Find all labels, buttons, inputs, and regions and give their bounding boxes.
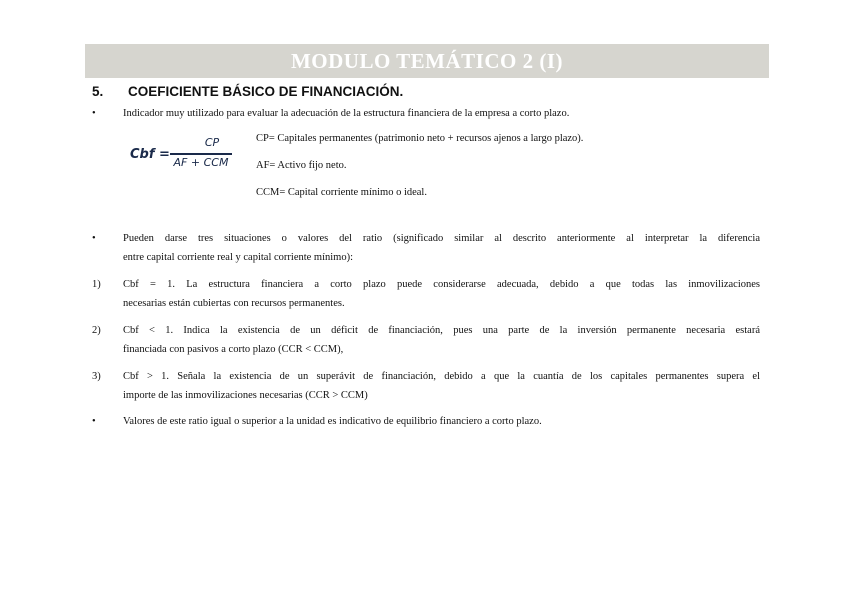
list-item-line-2: financiada con pasivos a corto plazo (CCR < CCM), (123, 344, 344, 355)
situations-line-2: entre capital corriente real y capital corriente mínimo): (123, 252, 354, 263)
list-item-line-1: Cbf < 1. Indica la existencia de un déficit de financiación, pues una parte de la inversión permanente necesaria estará (123, 325, 760, 336)
definition-cp: CP= Capitales permanentes (patrimonio neto + recursos ajenos a largo plazo). (256, 133, 584, 144)
list-item-line-2: necesarias están cubiertas con recursos permanentes. (123, 298, 345, 309)
section-title: COEFICIENTE BÁSICO DE FINANCIACIÓN. (128, 84, 404, 99)
intro-text: Indicador muy utilizado para evaluar la adecuación de la estructura financiera de la empresa a corto plazo. (123, 108, 570, 119)
page-title: MODULO TEMÁTICO 2 (I) (290, 48, 564, 73)
list-item-line-1: Cbf > 1. Señala la existencia de un superávit de financiación, debido a que la cuantía de los capitales permanentes supera el (123, 371, 760, 382)
list-marker: 2) (92, 325, 101, 336)
header-bar (85, 44, 769, 78)
definition-ccm: CCM= Capital corriente mínimo o ideal. (256, 187, 427, 198)
bullet-marker: • (92, 233, 96, 244)
conclusion-text: Valores de este ratio igual o superior a la unidad es indicativo de equilibrio financiero a corto plazo. (123, 416, 542, 427)
formula-lhs: Cbf = (130, 147, 170, 162)
formula-numerator: CP (204, 136, 220, 149)
situations-line-1: Pueden darse tres situaciones o valores del ratio (significado similar al descrito anteriormente al interpretar la diferencia (123, 233, 760, 244)
cbf-formula (130, 136, 250, 178)
list-marker: 1) (92, 279, 101, 290)
bullet-marker: • (92, 416, 96, 427)
section-number: 5. (92, 84, 104, 99)
section-heading (92, 84, 403, 99)
list-item-line-1: Cbf = 1. La estructura financiera a corto plazo puede considerarse adecuada, debido a que todas las inmovilizaciones (123, 279, 760, 290)
bullet-marker: • (92, 108, 96, 119)
list-marker: 3) (92, 371, 101, 382)
list-item-line-2: importe de las inmovilizaciones necesarias (CCR > CCM) (123, 390, 368, 401)
formula-denominator: AF + CCM (173, 156, 229, 169)
fraction-bar (170, 153, 232, 155)
definition-af: AF= Activo fijo neto. (256, 160, 347, 171)
